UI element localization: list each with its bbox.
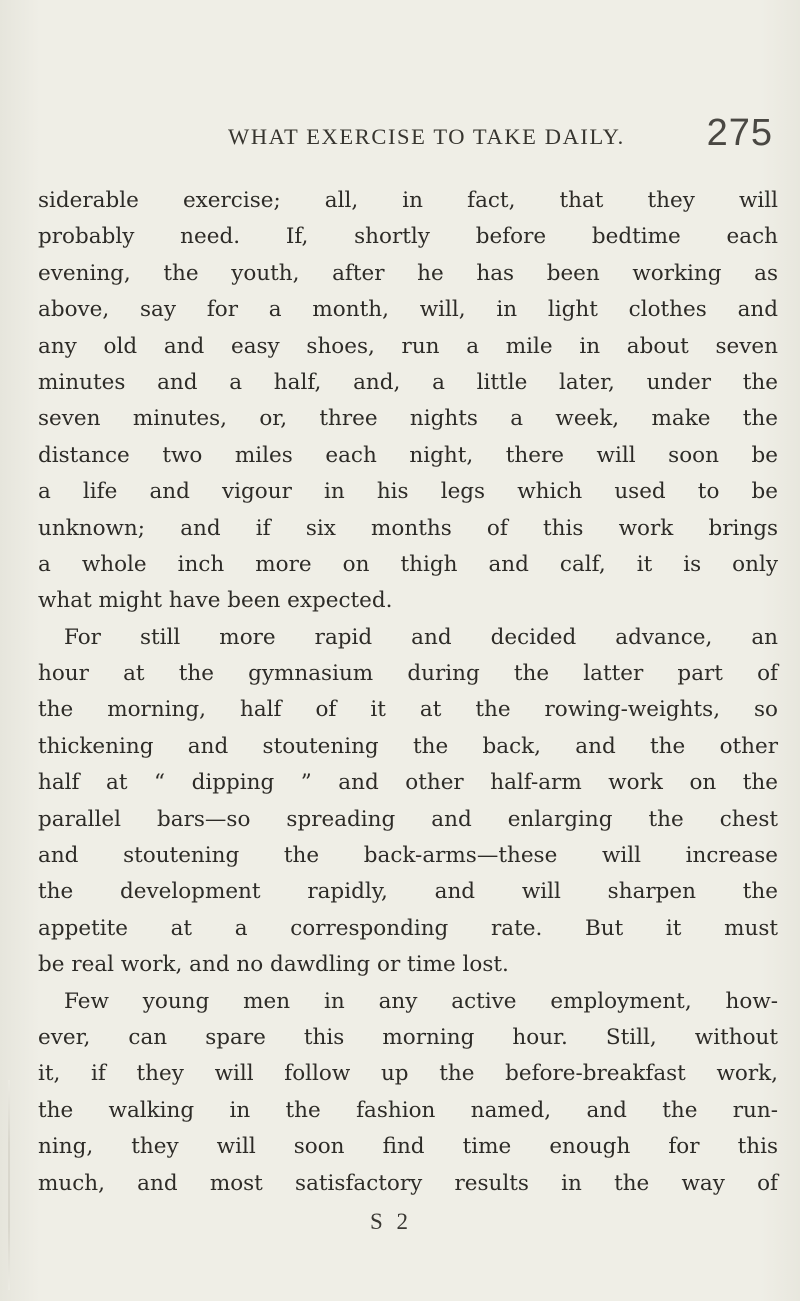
text-line: parallel bars—so spreading and enlarging the chest (38, 806, 778, 832)
text-line: and stoutening the back-arms—these will increase (38, 843, 778, 869)
text-line: thickening and stoutening the back, and the other (38, 733, 778, 759)
text-line: a life and vigour in his legs which used to be (38, 479, 778, 505)
text-line: ning, they will soon find time enough for this (38, 1134, 778, 1160)
binding-shadow (8, 1080, 10, 1290)
body-text (38, 183, 778, 1202)
text-line: ever, can spare this morning hour. Still, without (38, 1024, 778, 1050)
text-line: minutes and a half, and, a little later, under the (38, 369, 778, 395)
page-number: 275 (706, 112, 773, 154)
text-line: seven minutes, or, three nights a week, make the (38, 406, 778, 432)
text-line: much, and most satisfactory results in the way of (38, 1170, 778, 1196)
text-line: the morning, half of it at the rowing-weights, so (38, 697, 778, 723)
text-line: any old and easy shoes, run a mile in about seven (38, 333, 778, 359)
running-head: WHAT EXERCISE TO TAKE DAILY. (228, 124, 625, 149)
text-line: the development rapidly, and will sharpen the (38, 879, 778, 905)
text-line: unknown; and if six months of this work brings (38, 515, 778, 541)
text-line: above, say for a month, will, in light clothes and (38, 297, 778, 323)
text-line: distance two miles each night, there will soon be (38, 442, 778, 468)
text-line: be real work, and no dawdling or time lost. (38, 952, 509, 978)
text-line: the walking in the fashion named, and the run- (38, 1097, 778, 1123)
text-line: For still more rapid and decided advance, an (64, 624, 778, 650)
text-line: half at “ dipping ” and other half-arm work on the (38, 770, 778, 796)
text-line: hour at the gymnasium during the latter part of (38, 661, 778, 687)
text-line: probably need. If, shortly before bedtime each (38, 224, 778, 250)
page-header (228, 112, 773, 158)
signature-mark: S 2 (370, 1209, 413, 1234)
text-line: Few young men in any active employment, how- (64, 988, 778, 1014)
text-line: appetite at a corresponding rate. But it must (38, 915, 778, 941)
text-line: a whole inch more on thigh and calf, it is only (38, 551, 778, 577)
text-line: what might have been expected. (38, 588, 393, 614)
text-line: evening, the youth, after he has been working as (38, 260, 778, 286)
text-line: it, if they will follow up the before-breakfast work, (38, 1061, 778, 1087)
text-line: siderable exercise; all, in fact, that they will (38, 188, 778, 213)
